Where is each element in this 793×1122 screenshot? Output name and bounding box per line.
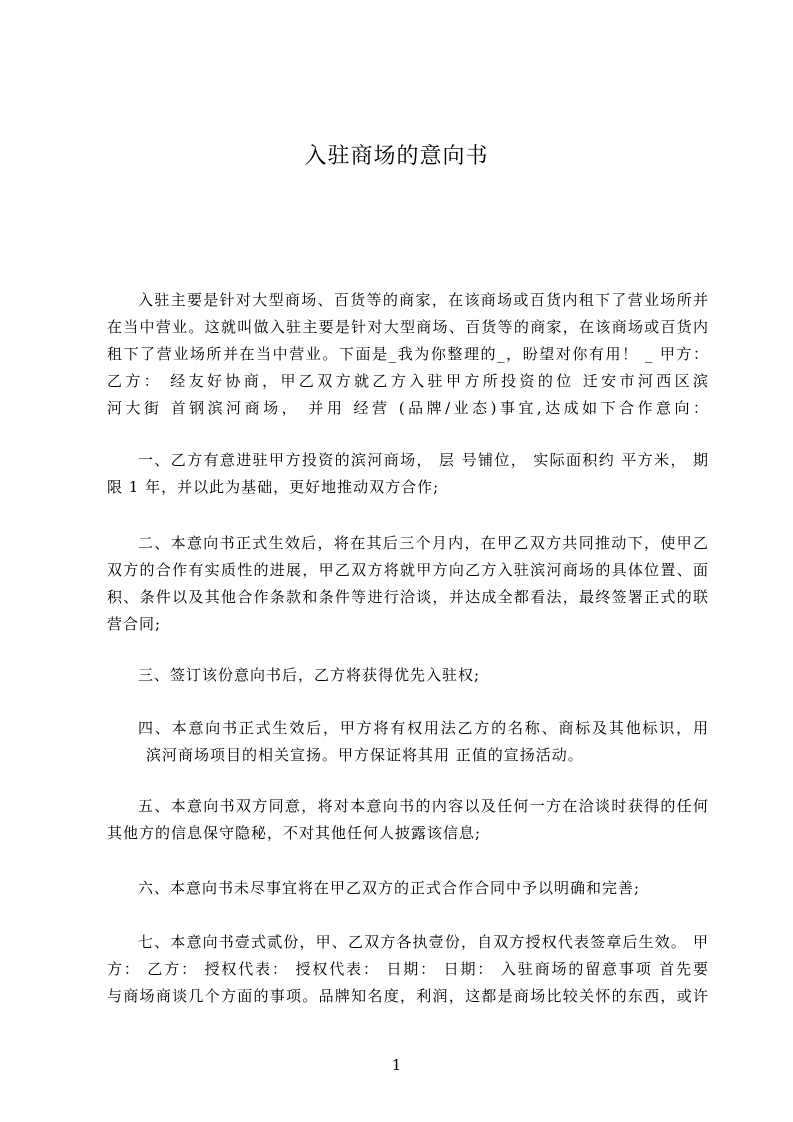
clause-1 xyxy=(107,447,709,501)
paragraph-line: 七、本意向书壹式贰份，甲、乙双方各执壹份，自双方授权代表签章后生效。 甲 xyxy=(138,933,709,951)
clause-2 xyxy=(107,530,709,638)
paragraph-line: 积、条件以及其他合作条款和条件等进行洽谈，并达成全都看法，最终签署正式的联 xyxy=(107,588,709,606)
document-title: 入驻商场的意向书 xyxy=(304,144,489,169)
clause-5 xyxy=(107,793,709,847)
paragraph-line: 租下了营业场所并在当中营业。下面是_我为你整理的_，盼望对你有用！ _ 甲方： xyxy=(107,345,709,363)
clause-7 xyxy=(107,929,709,1010)
paragraph-intro xyxy=(107,287,709,422)
paragraph-line: 双方的合作有实质性的进展，甲乙双方将就甲方向乙方入驻滨河商场的具体位置、面 xyxy=(107,561,709,579)
paragraph-line: 与商场商谈几个方面的事项。品牌知名度，利润，这都是商场比较关怀的东西，或许 xyxy=(107,987,709,1005)
clause-3 xyxy=(107,662,709,689)
paragraph-line: 四、本意向书正式生效后，甲方将有权用法乙方的名称、商标及其他标识，用 xyxy=(138,719,709,737)
page-number: 1 xyxy=(391,1056,402,1074)
paragraph-line: 滨河商场项目的相关宣扬。甲方保证将其用 正值的宣扬活动。 xyxy=(146,746,584,764)
clause-6 xyxy=(107,875,709,902)
paragraph-line: 营合同; xyxy=(107,615,162,633)
paragraph-line: 六、本意向书未尽事宜将在甲乙双方的正式合作合同中予以明确和完善; xyxy=(138,879,641,897)
paragraph-line: 入驻主要是针对大型商场、百货等的商家，在该商场或百货内租下了营业场所并 xyxy=(138,291,709,309)
paragraph-line: 乙方： 经友好协商，甲乙双方就乙方入驻甲方所投资的位 迁安市河西区滨 xyxy=(107,372,709,390)
paragraph-line: 方： 乙方： 授权代表： 授权代表： 日期： 日期： 入驻商场的留意事项 首先要 xyxy=(107,960,709,978)
paragraph-line: 五、本意向书双方同意，将对本意向书的内容以及任何一方在洽谈时获得的任何 xyxy=(138,797,709,815)
paragraph-line: 一、乙方有意进驻甲方投资的滨河商场， 层 号铺位， 实际面积约 平方米， 期 xyxy=(138,451,709,469)
paragraph-line: 限 1 年，并以此为基础，更好地推动双方合作; xyxy=(107,478,440,496)
clause-4 xyxy=(107,715,709,769)
paragraph-line: 三、签订该份意向书后，乙方将获得优先入驻权; xyxy=(138,666,481,684)
paragraph-line: 其他方的信息保守隐秘，不对其他任何人披露该信息; xyxy=(107,824,482,842)
paragraph-line: 河大街 首钢滨河商场， 并用 经营 (品牌/业态)事宜,达成如下合作意向： xyxy=(107,399,709,417)
paragraph-line: 二、本意向书正式生效后，将在其后三个月内，在甲乙双方共同推动下，使甲乙 xyxy=(138,534,709,552)
paragraph-line: 在当中营业。这就叫做入驻主要是针对大型商场、百货等的商家，在该商场或百货内 xyxy=(107,318,709,336)
